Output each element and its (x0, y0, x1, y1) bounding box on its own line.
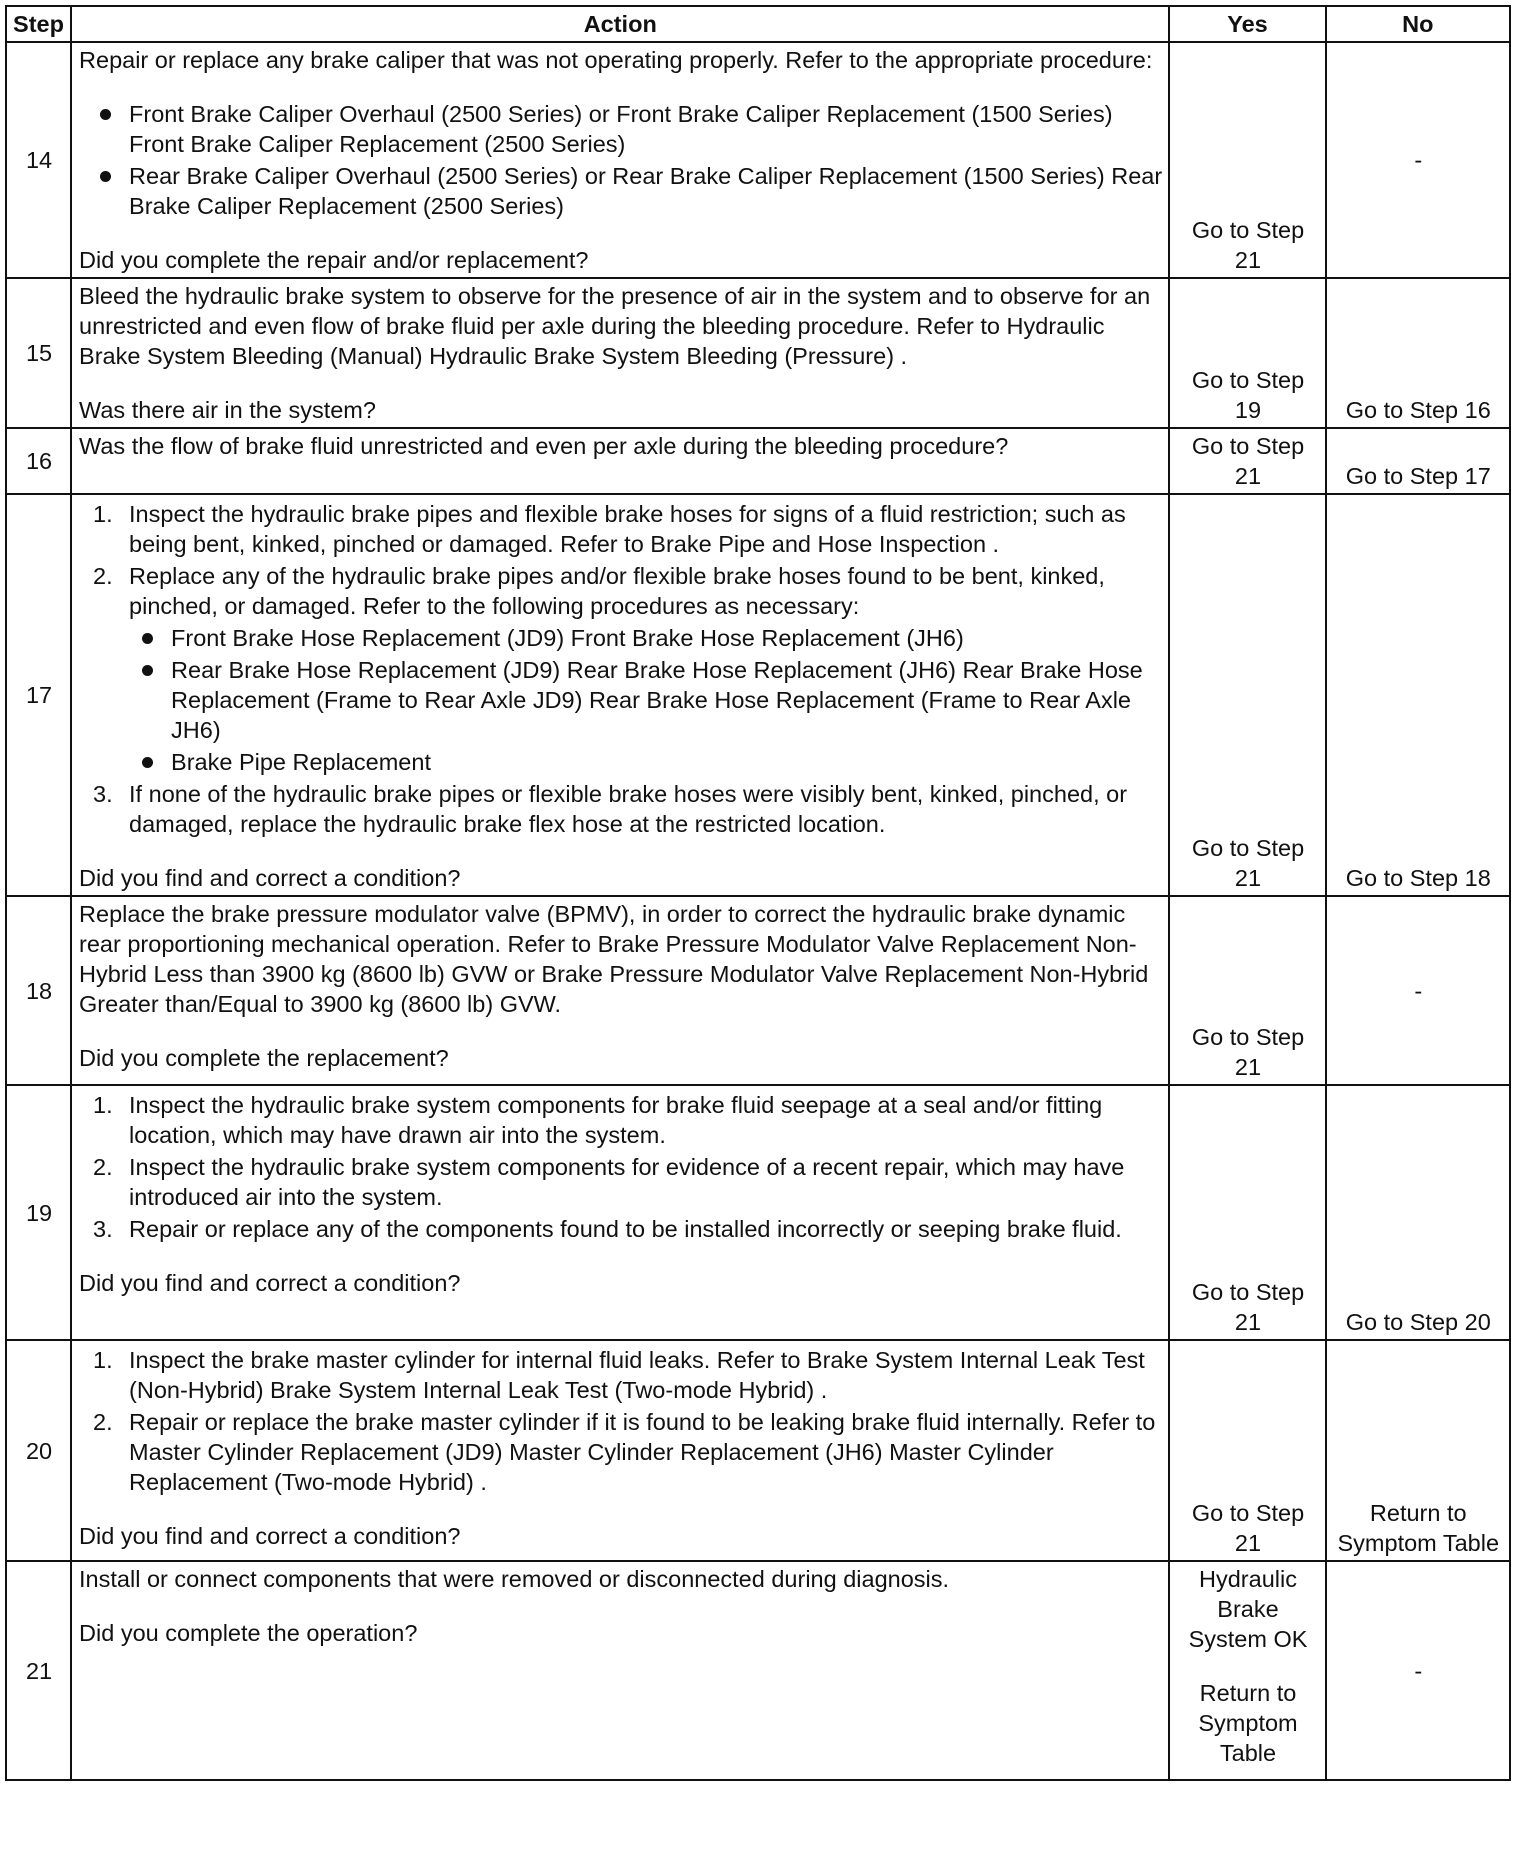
header-row (6, 6, 1510, 42)
item-text: Inspect the hydraulic brake system components for brake fluid seepage at a seal and/or fitting location, which may have drawn air into the system. (129, 1092, 1103, 1148)
step-18-action (71, 896, 1169, 1085)
action-question: Was the flow of brake fluid unrestricted and even per axle during the bleeding procedure? (79, 433, 1009, 459)
action-intro: Bleed the hydraulic brake system to observe for the presence of air in the system and to observe for an unrestricted and even flow of brake fluid per axle during the bleeding procedure. Refer to Hydraulic Brake System Bleeding (Manual) Hydraulic Brake System Bleeding (Pressure) . (79, 283, 1151, 369)
no-result: - (1326, 1561, 1510, 1780)
yes-result: Go to Step 21 (1169, 42, 1325, 278)
action-question: Did you complete the repair and/or replacement? (79, 247, 589, 273)
step-number: 14 (6, 42, 71, 278)
action-question: Did you find and correct a condition? (79, 865, 461, 891)
item-text: Inspect the brake master cylinder for internal fluid leaks. Refer to Brake System Internal Leak Test (Non-Hybrid) Brake System Internal Leak Test (Two-mode Hybrid) . (129, 1347, 1145, 1403)
step-21-row (6, 1561, 1510, 1780)
no-result: - (1326, 896, 1510, 1085)
item-number: 1. (93, 501, 113, 527)
step-number: 20 (6, 1340, 71, 1561)
step-number: 21 (6, 1561, 71, 1780)
step-17-action (71, 494, 1169, 896)
item-number: 3. (93, 1216, 113, 1242)
action-question: Did you find and correct a condition? (79, 1523, 461, 1549)
no-result: Go to Step 17 (1326, 428, 1510, 494)
step-number: 16 (6, 428, 71, 494)
step-20-row (6, 1340, 1510, 1561)
instruction-list (79, 499, 1162, 839)
instruction-item (79, 779, 1162, 839)
step-20-action (71, 1340, 1169, 1561)
item-text: Repair or replace any of the components found to be installed incorrectly or seeping brake fluid. (129, 1216, 1122, 1242)
action-question: Did you complete the replacement? (79, 1045, 449, 1071)
diagnostic-table (5, 5, 1511, 1781)
item-number: 2. (93, 563, 113, 589)
step-14-action (71, 42, 1169, 278)
action-question: Did you find and correct a condition? (79, 1270, 461, 1296)
no-result: Go to Step 18 (1326, 494, 1510, 896)
instruction-item (79, 499, 1162, 559)
item-text: Repair or replace the brake master cylinder if it is found to be leaking brake fluid internally. Refer to Master Cylinder Replacement (JD9) Master Cylinder Replacement (JH6) Master Cylinder Replacement (Two-mode Hybrid) . (129, 1409, 1156, 1495)
yes-result: Go to Step 21 (1169, 896, 1325, 1085)
item-number: 2. (93, 1154, 113, 1180)
yes-result: Go to Step 21 (1169, 428, 1325, 494)
no-result: Go to Step 16 (1326, 278, 1510, 428)
action-question: Did you complete the operation? (79, 1620, 418, 1646)
item-number: 2. (93, 1409, 113, 1435)
item-number: 1. (93, 1347, 113, 1373)
no-result: Return to Symptom Table (1326, 1340, 1510, 1561)
action-intro: Repair or replace any brake caliper that was not operating properly. Refer to the appropriate procedure: (79, 47, 1153, 73)
item-number: 3. (93, 781, 113, 807)
procedure-item: Rear Brake Caliper Overhaul (2500 Series) or Rear Brake Caliper Replacement (1500 Series) Rear Brake Caliper Replacement (2500 Series) (79, 161, 1162, 221)
instruction-item (79, 1345, 1162, 1405)
item-text: Inspect the hydraulic brake pipes and flexible brake hoses for signs of a fluid restriction; such as being bent, kinked, pinched or damaged. Refer to Brake Pipe and Hose Inspection . (129, 501, 1126, 557)
yes-result-ok: Hydraulic Brake System OK (1188, 1566, 1308, 1652)
item-text: Inspect the hydraulic brake system components for evidence of a recent repair, which may have introduced air into the system. (129, 1154, 1125, 1210)
item-text: Replace any of the hydraulic brake pipes and/or flexible brake hoses found to be bent, kinked, pinched, or damaged. Refer to the following procedures as necessary: (129, 563, 1105, 619)
procedure-item: Front Brake Hose Replacement (JD9) Front Brake Hose Replacement (JH6) (129, 623, 1162, 653)
header-yes: Yes (1169, 6, 1325, 42)
instruction-list (79, 1090, 1162, 1244)
yes-result: Go to Step 21 (1169, 1085, 1325, 1340)
yes-result (1169, 1561, 1325, 1780)
yes-result: Go to Step 21 (1169, 1340, 1325, 1561)
step-15-action (71, 278, 1169, 428)
procedure-list (79, 99, 1162, 221)
instruction-item (79, 1407, 1162, 1497)
instruction-list (79, 1345, 1162, 1497)
procedure-item: Rear Brake Hose Replacement (JD9) Rear Brake Hose Replacement (JH6) Rear Brake Hose Replacement (Frame to Rear Axle JD9) Rear Brake Hose Replacement (Frame to Rear Axle JH6) (129, 655, 1162, 745)
action-intro: Install or connect components that were removed or disconnected during diagnosis. (79, 1566, 950, 1592)
step-number: 17 (6, 494, 71, 896)
step-number: 19 (6, 1085, 71, 1340)
no-result: - (1326, 42, 1510, 278)
step-15-row (6, 278, 1510, 428)
procedure-item: Brake Pipe Replacement (129, 747, 1162, 777)
step-21-action (71, 1561, 1169, 1780)
instruction-item (79, 1090, 1162, 1150)
item-number: 1. (93, 1092, 113, 1118)
step-14-row (6, 42, 1510, 278)
no-result: Go to Step 20 (1326, 1085, 1510, 1340)
yes-result-return: Return to Symptom Table (1198, 1680, 1298, 1766)
instruction-item (79, 1152, 1162, 1212)
step-19-row (6, 1085, 1510, 1340)
yes-result: Go to Step 21 (1169, 494, 1325, 896)
action-intro: Replace the brake pressure modulator valve (BPMV), in order to correct the hydraulic brake dynamic rear proportioning mechanical operation. Refer to Brake Pressure Modulator Valve Replacement Non-Hybrid Less than 3900 kg (8600 lb) GVW or Brake Pressure Modulator Valve Replacement Non-Hybrid Greater than/Equal to 3900 kg (8600 lb) GVW. (79, 901, 1149, 1017)
step-number: 18 (6, 896, 71, 1085)
step-16-row (6, 428, 1510, 494)
instruction-item (79, 561, 1162, 777)
header-step: Step (6, 6, 71, 42)
header-no: No (1326, 6, 1510, 42)
action-question: Was there air in the system? (79, 397, 376, 423)
procedure-item: Front Brake Caliper Overhaul (2500 Series) or Front Brake Caliper Replacement (1500 Series) Front Brake Caliper Replacement (2500 Series) (79, 99, 1162, 159)
instruction-item (79, 1214, 1162, 1244)
item-text: If none of the hydraulic brake pipes or flexible brake hoses were visibly bent, kinked, pinched, or damaged, replace the hydraulic brake flex hose at the restricted location. (129, 781, 1128, 837)
step-19-action (71, 1085, 1169, 1340)
diagnostic-page (5, 5, 1511, 1781)
yes-result: Go to Step 19 (1169, 278, 1325, 428)
step-18-row (6, 896, 1510, 1085)
step-17-row (6, 494, 1510, 896)
step-16-action (71, 428, 1169, 494)
procedure-list (129, 623, 1162, 777)
step-number: 15 (6, 278, 71, 428)
header-action: Action (71, 6, 1169, 42)
